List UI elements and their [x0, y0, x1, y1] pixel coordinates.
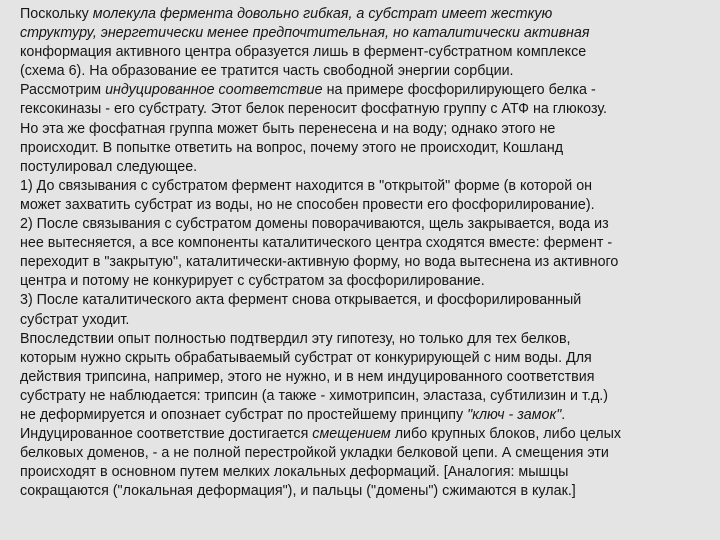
text-line — [20, 177, 708, 196]
text-line — [20, 234, 708, 253]
text-line — [20, 62, 708, 81]
text-line — [20, 482, 708, 501]
italic-text-run: "ключ - замок" — [467, 406, 562, 423]
text-run: происходит. В попытке ответить на вопрос, почему этого не происходит, Кошланд — [20, 139, 564, 156]
text-run: переходит в "закрытую", каталитически-активную форму, но вода вытеснена из активного — [20, 254, 619, 271]
text-run: белковых доменов, - а не полной перестройкой укладки белковой цепи. А смещения эти — [20, 445, 609, 462]
italic-text-run: индуцированное соответствие — [105, 82, 323, 99]
text-line — [20, 387, 708, 406]
italic-text-run: молекула фермента довольно гибкая, а субстрат имеет жесткую — [92, 6, 553, 22]
text-run: субстрат уходит. — [20, 311, 130, 328]
text-run: либо крупных блоков, либо целых — [390, 426, 621, 443]
text-line — [20, 444, 708, 463]
text-run: Индуцированное соответствие достигается — [20, 426, 313, 443]
text-line — [20, 100, 708, 119]
text-run: (схема 6). На образование ее тратится часть свободной энергии сорбции. — [20, 63, 514, 80]
text-line — [20, 43, 708, 62]
text-line — [20, 272, 708, 291]
text-run: Впоследствии опыт полностью подтвердил эту гипотезу, но только для тех белков, — [20, 330, 571, 347]
text-line — [20, 120, 708, 139]
text-run: действия трипсина, например, этого не нужно, и в нем индуцированного соответствия — [20, 368, 595, 385]
text-line — [20, 463, 708, 482]
text-line — [20, 349, 708, 368]
text-line — [20, 291, 708, 310]
text-run: происходят в основном путем мелких локальных деформаций. [Аналогия: мышцы — [20, 464, 569, 481]
body-text — [20, 5, 708, 501]
text-line — [20, 330, 708, 349]
text-line — [20, 311, 708, 330]
text-run: которым нужно скрыть обрабатываемый субстрат от конкурирующей с ним воды. Для — [20, 349, 592, 366]
text-line — [20, 253, 708, 272]
text-line — [20, 139, 708, 158]
text-run: постулировал следующее. — [20, 158, 198, 175]
text-run: может захватить субстрат из воды, но не способен провести его фосфорилирование). — [20, 196, 595, 213]
italic-text-run: смещением — [312, 426, 391, 443]
text-run: нее вытесняется, а все компоненты каталитического центра сходятся вместе: фермент - — [20, 235, 613, 252]
text-run: конформация активного центра образуется лишь в фермент-субстратном комплексе — [20, 44, 587, 61]
text-run: Рассмотрим — [20, 82, 106, 99]
text-line — [20, 215, 708, 234]
text-run: центра и потому не конкурирует с субстратом за фосфорилирование. — [20, 273, 485, 290]
text-run: 3) После каталитического акта фермент снова открывается, и фосфорилированный — [20, 292, 582, 309]
text-run: Но эта же фосфатная группа может быть перенесена и на воду; однако этого не — [20, 120, 556, 137]
text-run: субстрату не наблюдается: трипсин (а также - химотрипсин, эластаза, субтилизин и т.д.) — [20, 387, 609, 404]
text-line — [20, 196, 708, 215]
text-line — [20, 368, 708, 387]
text-run: на примере фосфорилирующего белка - — [322, 82, 596, 99]
text-run: сокращаются ("локальная деформация"), и пальцы ("домены") сжимаются в кулак.] — [20, 483, 576, 500]
text-line — [20, 158, 708, 177]
italic-text-run: структуру, энергетически менее предпочтительная, но каталитически активная — [20, 25, 590, 42]
text-run: 1) До связывания с субстратом фермент находится в "открытой" форме (в которой он — [20, 177, 593, 194]
text-line — [20, 5, 708, 24]
text-line — [20, 81, 708, 100]
text-line — [20, 406, 708, 425]
text-run: Поскольку — [20, 6, 93, 22]
text-run: гексокиназы - его субстрату. Этот белок переносит фосфатную группу с АТФ на глюкозу. — [20, 101, 608, 118]
text-run: не деформируется и опознает субстрат по простейшему принципу — [20, 406, 468, 423]
text-line — [20, 425, 708, 444]
text-run: . — [561, 406, 566, 423]
text-line — [20, 24, 708, 43]
text-run: 2) После связывания с субстратом домены поворачиваются, щель закрывается, вода из — [20, 216, 609, 233]
